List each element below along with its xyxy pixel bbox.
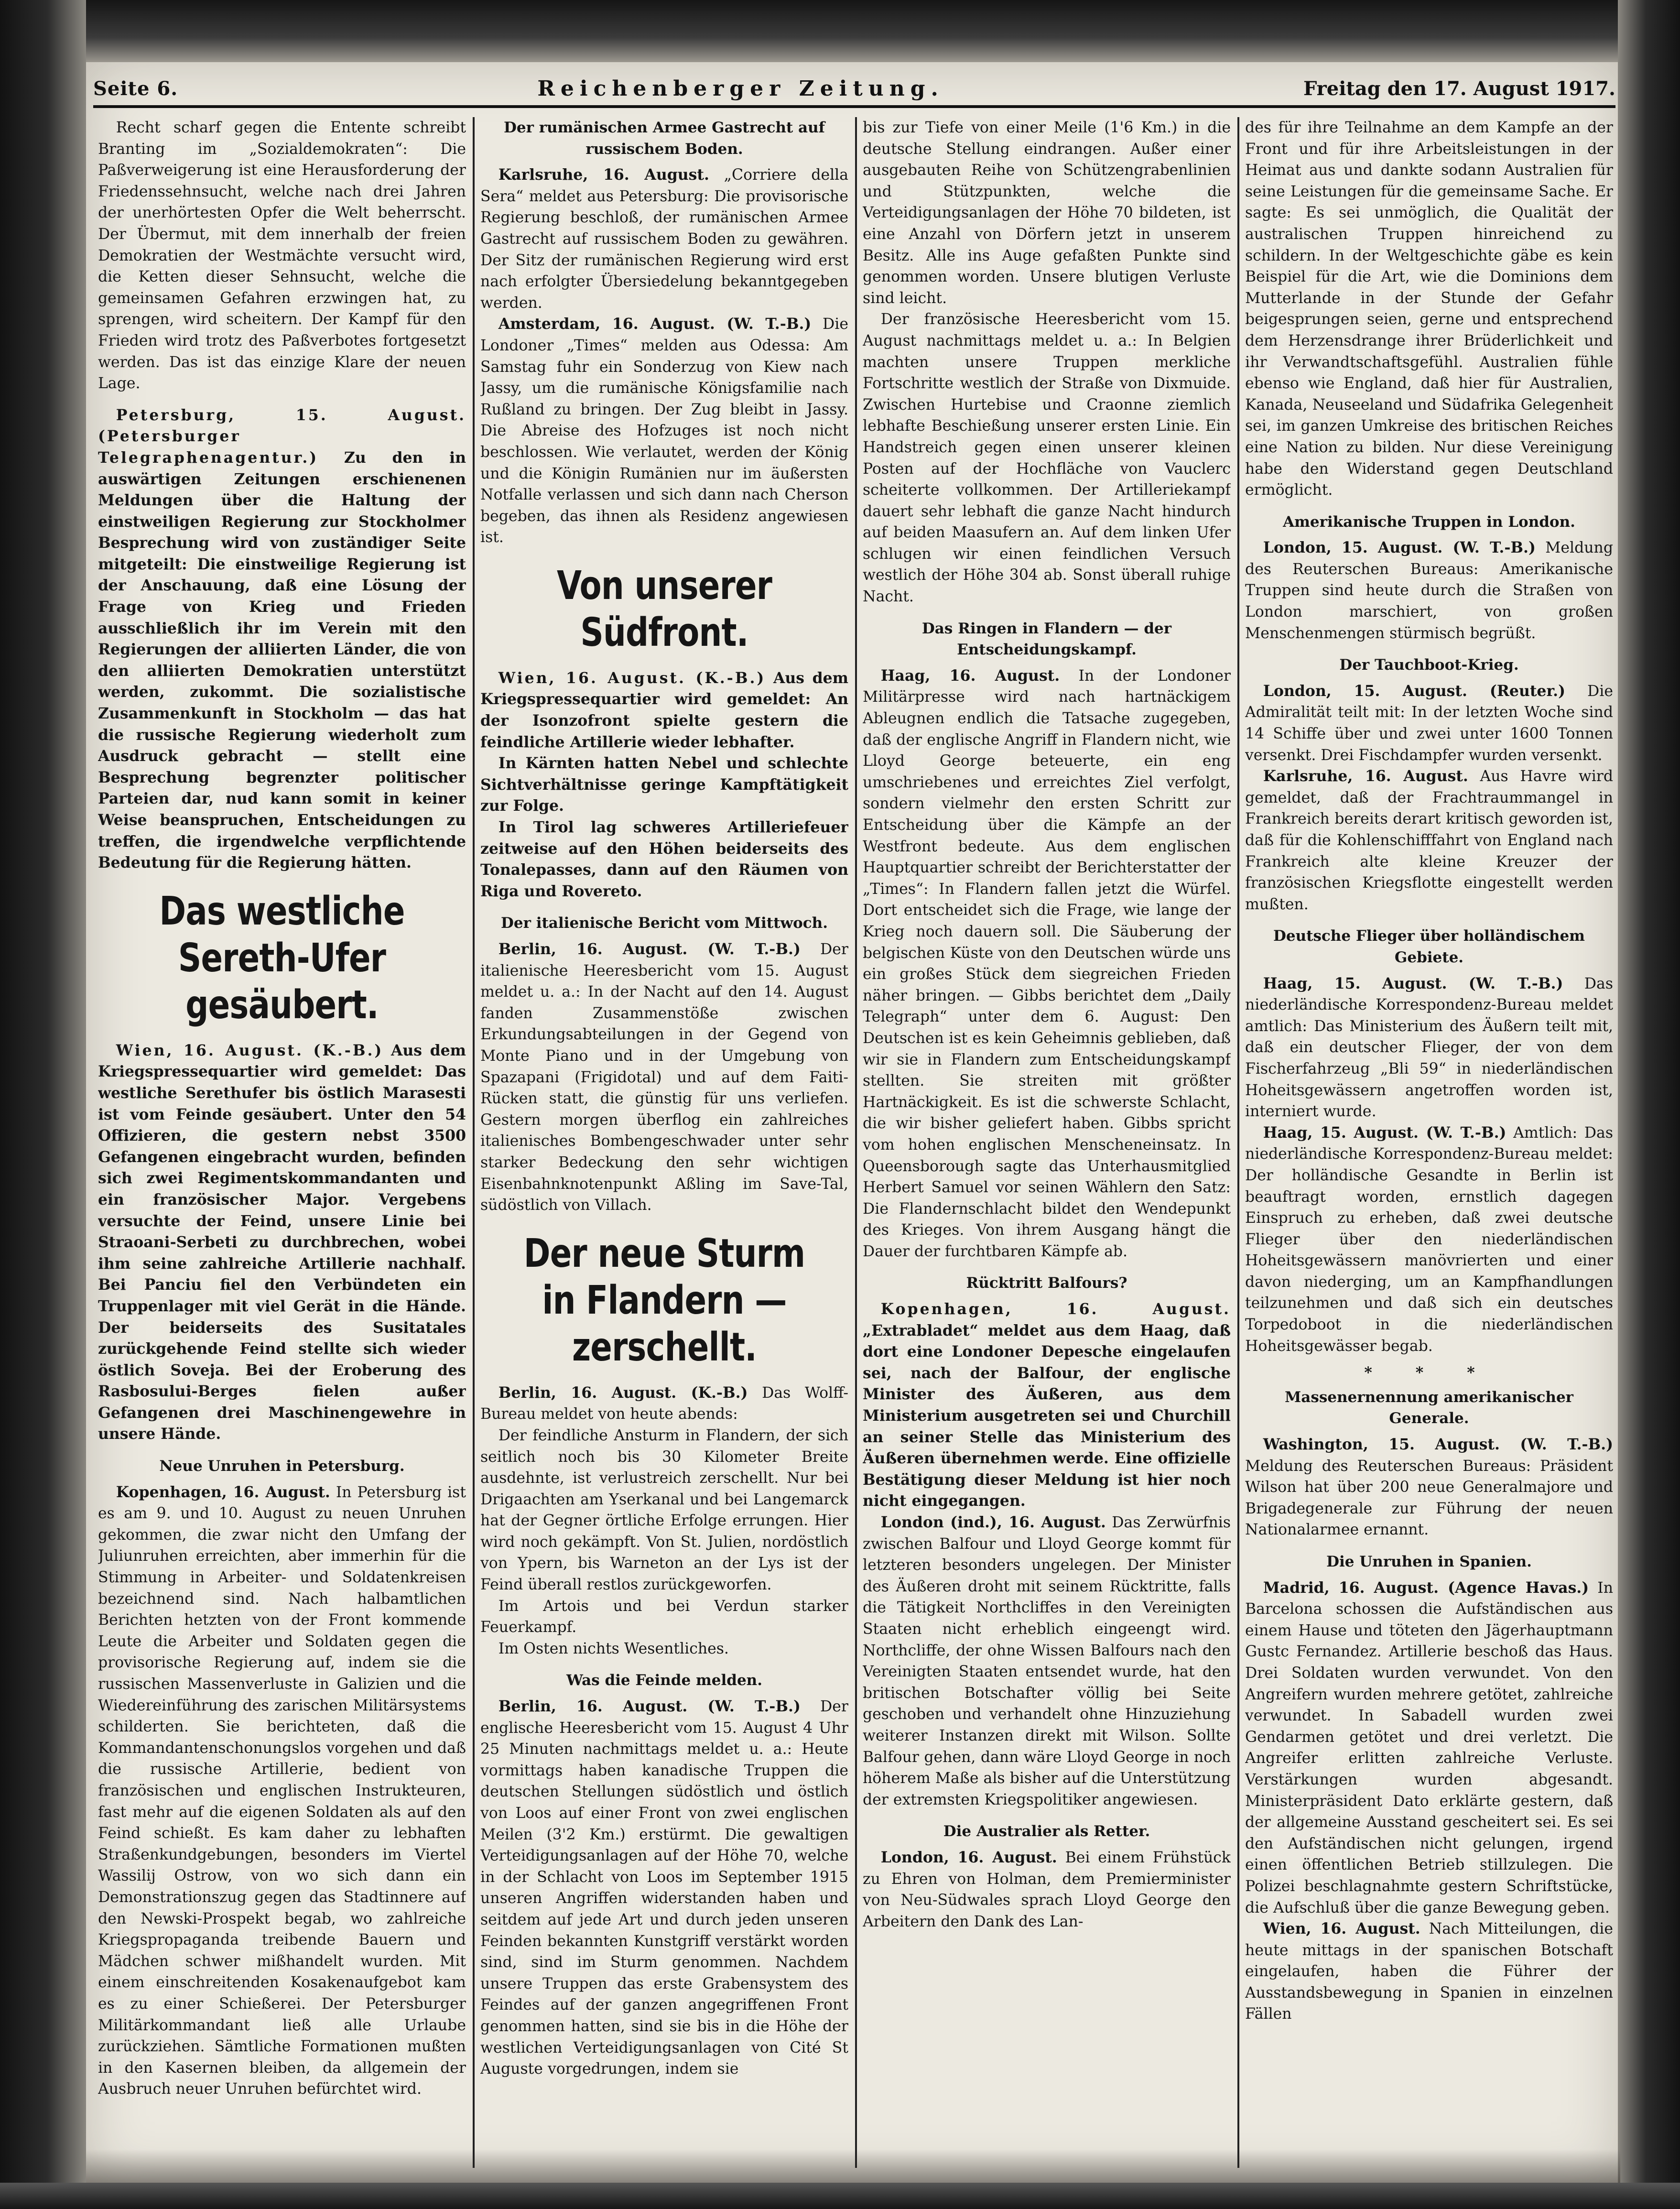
dateline: Kopenhagen, 16. August. (880, 1300, 1231, 1318)
page-number: Seite 6. (93, 77, 178, 100)
dateline: London, 15. August. (W. T.-B.) (1263, 539, 1536, 557)
dateline: Amsterdam, 16. August. (W. T.-B.) (498, 315, 812, 333)
article-body: „Extrabladet“ meldet aus dem Haag, daß dort eine Londoner Depesche eingelaufen sei, nach der Balfour, der englische Minister des Äußeren, aus dem Ministerium ausgetreten sei und Churchill an seiner Stelle das Ministerium des Äußeren übernehmen werde. Eine offizielle Bestätigung dieser Meldung ist hier noch nicht eingegangen. (863, 1321, 1231, 1510)
article-paragraph (1245, 1578, 1613, 1919)
headline: Das westliche Sereth-Ufer gesäubert. (159, 888, 405, 1028)
dateline: Haag, 15. August. (W. T.-B.) (1263, 974, 1563, 992)
masthead (93, 72, 1615, 108)
article-body: „Corriere della Sera“ meldet aus Petersburg: Die provisorische Regierung beschloß, der rumänischen Armee Gastrecht auf russischem Boden zu gewähren. Der Sitz der rumänischen Regierung wird erst nach erfolgter Übersiedelung bekanntgegeben werden. (480, 166, 848, 312)
dateline: Washington, 15. August. (W. T.-B.) (1263, 1436, 1613, 1454)
article-body: Bei einem Frühstück zu Ehren von Holman, dem Premierminister von Neu-Südwales sprach Lloyd George den Arbeitern den Dank des Lan- (863, 1849, 1231, 1930)
dateline: Haag, 15. August. (W. T.-B.) (1263, 1123, 1507, 1142)
headline: Von unserer Südfront. (556, 563, 772, 655)
article-paragraph (480, 939, 848, 1216)
article-body: Meldung des Reuterschen Bureaus: Amerikanische Truppen sind heute durch die Straßen von London marschiert, von großen Menschenmengen stürmisch begrüßt. (1245, 539, 1613, 642)
article-body: Der englische Heeresbericht vom 15. August 4 Uhr 25 Minuten nachmittags meldet u. a.: Heute vormittags haben kanadische Truppen die deutschen Stellungen südöstlich und östlich von Loos auf einer Front von zwei englischen Meilen (3'2 Km.) erstürmt. Die gewaltigen Verteidigungsanlagen auf der Höhe 70, welche in der Schlacht von Loos im September 1915 unseren Angriffen widerstanden haben und seitdem auf jede Art und durch jeden unseren Feinden bekannten Kunstgriff verstärkt worden sind, sind im Sturm genommen. Nachdem unsere Truppen das erste Grabensystem des Feindes auf der ganzen angegriffenen Front genommen hatten, sind sie bis in die Höhe der westlichen Verteidigungsanlagen von Cité St Auguste vorgedrungen, indem sie (480, 1698, 848, 2078)
subheadline: Der italienische Bericht vom Mittwoch. (500, 914, 828, 932)
dateline: Haag, 16. August. (880, 666, 1060, 685)
subheadline: Neue Unruhen in Petersburg. (159, 1458, 405, 1475)
article-paragraph (480, 668, 848, 753)
subheadline: Amerikanische Truppen in London. (1283, 513, 1575, 531)
column-2 (480, 117, 848, 2173)
dateline: Berlin, 16. August. (W. T.-B.) (498, 940, 801, 958)
scan-border-top (0, 0, 1680, 62)
dateline: London, 15. August. (Reuter.) (1263, 682, 1566, 700)
subheadline: Massenernennung amerikanischer Generale. (1284, 1388, 1574, 1427)
article-body: In Petersburg ist es am 9. und 10. August zu neuen Unruhen gekommen, die zwar nicht den Umfang der Juliunruhen erreichten, aber immerhin für die Stimmung in Arbeiter- und Soldatenkreisen bezeichnend sind. Nach halbamtlichen Berichten hetzten von der Front kommende Leute die Arbeiter und Soldaten gegen die provisorische Regierung auf, indem sie die russischen Massenverluste in Galizien und die Wiedereinführung des zarischen Militärsystems schilderten. Sie berichteten, daß die Kommandantenschonungslos vorgehen und daß die russische Artillerie, bedient von französischen und englischen Instrukteuren, fast mehr auf die eigenen Soldaten als auf den Feind schießt. Es kam daher zu lebhaften Straßenkundgebungen, besonders im Viertel Wassilij Ostrow, von wo sich dann ein Demonstrationszug gegen das Stadtinnere auf den Newski-Prospekt begab, wo zahlreiche Kriegspropaganda treibende Bauern und Mädchen schwer mißhandelt wurden. Mit einem einschreitenden Kosakenaufgebot kam es zu einer Schießerei. Der Petersburger Militärkommandant ließ alle Urlaube zurückziehen. Sämtliche Formationen mußten in den Kasernen bleiben, da allgemein der Ausbruch neuer Unruhen befürchtet wird. (98, 1483, 466, 2098)
article-paragraph: Der feindliche Ansturm in Flandern, der sich seitlich noch bis 30 Kilometer Breite ausdehnte, ist verlustreich zerschellt. Nur bei Drigaachten am Yserkanal und bei Langemarck hat der Gegner örtliche Erfolge errungen. Hier wird noch gekämpft. Von St. Julien, nordöstlich von Ypern, bis Warneton an der Lys ist der Feind überall restlos zurückgeworfen. (480, 1426, 848, 1594)
article-body: Zu den in auswärtigen Zeitungen erschienenen Meldungen über die Haltung der einstweiligen Regierung zur Stockholmer Besprechung wird von zuständiger Seite mitgeteilt: Die einstweilige Regierung ist der Anschauung, daß eine Lösung der Frage von Krieg und Frieden ausschließlich ihr im Verein mit den Regierungen der alliierten Länder, die von den alliierten Demokratien unterstützt werden, zukommt. Die sozialistische Zusammenkunft in Stockholm — das hat die russische Regierung wiederholt zum Ausdruck gebracht — stellt eine Besprechung begrenzter politischer Parteien dar, nud kann somit in keiner Weise beanspruchen, Entscheidungen zu treffen, die irgendwelche verpflichtende Bedeutung für die Regierung hätten. (98, 448, 466, 872)
newspaper-title: Reichenberger Zeitung. (537, 76, 944, 101)
article-body: Das Wolff-Bureau meldet von heute abends: (480, 1384, 848, 1423)
article-paragraph (480, 164, 848, 314)
subheadline: Das Ringen in Flandern — der Entscheidungskampf. (921, 620, 1172, 659)
article-paragraph (98, 405, 466, 874)
dateline: Petersburg, 15. August. (Petersburger Telegraphenagentur.) (98, 406, 466, 467)
article-body: Das niederländische Korrespondenz-Bureau meldet amtlich: Das Ministerium des Äußern teilt mit, daß ein deutscher Flieger, der von dem Fischerfahrzeug „Bli 59“ in niederländischen Hoheitsgewässern angetroffen worden ist, interniert wurde. (1245, 975, 1613, 1121)
subheadline: Rücktritt Balfours? (966, 1274, 1127, 1292)
article-paragraph: Der französische Heeresbericht vom 15. August nachmittags meldet u. a.: In Belgien machten unsere Truppen merkliche Fortschritte westlich der Straße von Dixmuide. Zwischen Hurtebise und Craonne ziemlich lebhafte Beschießung unserer ersten Linie. Ein Handstreich gegen einen unserer kleinen Posten auf der Hochfläche von Vauclerc scheiterte vollkommen. Der Artilleriekampf dauert sehr lebhaft die ganze Nacht hindurch auf beiden Maasufern an. Auf dem linken Ufer schlugen wir einen feindlichen Versuch westlich der Höhe 304 ab. Sonst überall ruhige Nacht. (863, 311, 1231, 606)
column-rule (473, 117, 475, 2168)
article-paragraph: Im Osten nichts Wesentliches. (498, 1640, 729, 1657)
article-paragraph (480, 1382, 848, 1425)
dateline: Berlin, 16. August. (W. T.-B.) (498, 1698, 801, 1716)
article-paragraph (1245, 1918, 1613, 2025)
article-paragraph (480, 1696, 848, 2080)
article-paragraph (863, 1299, 1231, 1512)
column-1 (98, 117, 466, 2173)
article-paragraph (863, 1847, 1231, 1932)
article-body: In Barcelona schossen die Aufständischen aus einem Hause und töteten den Jägerhauptmann Gustc Fernandez. Artillerie beschoß das Haus. Drei Soldaten wurden verwundet. Von den Angreifern wurden mehrere getötet, zahlreiche verwundet. In Sabadell wurden zwei Gendarmen getötet und drei verletzt. Die Angreifer erlitten zahlreiche Verluste. Verstärkungen wurden abgesandt. Ministerpräsident Dato erklärte gestern, daß der allgemeine Ausstand gescheitert sei. Es sei den Aufständischen nicht gelungen, irgend einen öffentlichen Betrieb stillzulegen. Die Polizei beschlagnahmte gestern Schriftstücke, die Aufschluß über die ganze Bewegung geben. (1245, 1579, 1613, 1916)
article-paragraph: Recht scharf gegen die Entente schreibt Branting im „Sozialdemokraten“: Die Paßverweigerung ist eine Herausforderung der Friedenssehnsucht, welche nach drei Jahren der unerhörtesten Opfer die Welt beherrscht. Der Übermut, mit dem innerhalb der freien Demokratien der Westmächte versucht wird, die Ketten dieser Sehnsucht, welche die gemeinsamen Gefahren erzwingen hat, zu sprengen, wird scheitern. Der Kampf für den Frieden wird trotz des Paßverbotes fortgesetzt werden. Das ist das einzige Klare der neuen Lage. (98, 119, 466, 392)
dateline: London, 16. August. (880, 1848, 1057, 1866)
scan-border-bottom (0, 2183, 1680, 2209)
column-4 (1245, 117, 1613, 2173)
article-body: Aus Havre wird gemeldet, daß der Frachtraummangel in Frankreich bereits derart kritisch geworden ist, daß für die Kohlenschifffahrt von England nach Frankreich alte kleine Kreuzer der französischen Kriegsflotte eingestellt werden mußten. (1245, 768, 1613, 913)
subheadline: Der Tauchboot-Krieg. (1339, 656, 1519, 674)
subheadline: Deutsche Flieger über holländischem Gebiete. (1273, 927, 1585, 966)
subheadline: Der rumänischen Armee Gastrecht auf russischem Boden. (503, 119, 825, 158)
article-body: Die Londoner „Times“ melden aus Odessa: Am Samstag fuhr ein Sonderzug von Kiew nach Jassy, um die rumänische Königsfamilie nach Rußland zu bringen. Der Zug bleibt in Jassy. Die Abreise des Hofzuges ist noch nicht beschlossen. Wie verlautet, werden der König und die Königin Rumänien nur im äußersten Notfalle verlassen und sich dann nach Cherson begeben, das ihnen als Residenz angewiesen ist. (480, 316, 848, 546)
dateline: Wien, 16. August. (K.-B.) (116, 1041, 384, 1059)
article-paragraph: des für ihre Teilnahme an dem Kampfe an der Front und für ihre Arbeitsleistungen in der Heimat aus und dankte sodann Australien für seine Leistungen für die gemeinsame Sache. Er sagte: Es sei unmöglich, die Qualität der australischen Truppen hinreichend zu schildern. In der Weltgeschichte gäbe es kein Beispiel für die Art, wie die Dominions dem Mutterlande in der Stunde der Gefahr beigesprungen seien, gerne und entsprechend dem Herzensdrange ihrer Brüderlichkeit und ihr Verwandtschaftsgefühl. Australien fühle ebenso wie England, daß hier für Australien, Kanada, Neuseeland und Südafrika Gelegenheit sei, im ganzen Umkreise des britischen Reiches eine Nation zu bilden. Nur diese Vereinigung habe den Widerstand gegen Deutschland ermöglicht. (1245, 119, 1613, 499)
article-paragraph (98, 1482, 466, 2100)
article-paragraph (1245, 1122, 1613, 1357)
dateline: Wien, 16. August. (1263, 1920, 1420, 1938)
column-rule (855, 117, 857, 2168)
subheadline: Was die Feinde melden. (566, 1672, 762, 1689)
section-separator: * * * (1364, 1364, 1494, 1382)
dateline: Wien, 16. August. (K.-B.) (498, 669, 766, 687)
article-paragraph (863, 1512, 1231, 1810)
scan-border-left (0, 0, 86, 2209)
column-3 (863, 117, 1231, 2173)
article-body: Amtlich: Das niederländische Korrespondenz-Bureau meldet: Der holländische Gesandte in Berlin ist beauftragt worden, ernstlich dagegen Einspruch zu erheben, daß zwei deutsche Flieger über den niederländischen Hoheitsgewässern manövrierten und einer davon niederging, um an Kampfhandlungen teilzunehmen und daß sich ein deutsches Torpedoboot in die niederländischen Hoheitsgewässer begab. (1245, 1124, 1613, 1355)
subheadline: Die Unruhen in Spanien. (1326, 1553, 1532, 1570)
article-body: Der italienische Heeresbericht vom 15. August meldet u. a.: In der Nacht auf den 14. August fanden Zusammenstöße zwischen Erkundungsabteilungen in der Gegend von Monte Piano und in der Umgebung von Spazapani (Frigidotal) und auf dem Faiti-Rücken statt, die günstig für uns verliefen. Gestern morgen überflog ein zahlreiches italienisches Bombengeschwader unter sehr starker Bedeckung den sehr wichtigen Eisenbahnknotenpunkt Aßling im Save-Tal, südöstlich von Villach. (480, 941, 848, 1214)
article-paragraph (480, 314, 848, 548)
article-body: Aus dem Kriegspressequartier wird gemeldet: Das westliche Serethufer bis östlich Marasesti ist vom Feinde gesäubert. Unter den 54 Offizieren, die gestern nebst 3500 Gefangenen eingebracht wurden, befinden sich zwei Regimentskommandanten und ein französischer Major. Vergebens versuchte der Feind, unsere Linie bei Straoani-Serbeti zu durchbrechen, wobei ihm seine zahlreiche Artillerie nachhalf. Bei Panciu fiel den Verbündeten ein Truppenlager mit viel Gerät in die Hände. Der beiderseits des Susitatales zurückgehende Feind stellte sich wieder östlich Soveja. Bei der Eroberung des Rasbosului-Berges fielen außer Gefangenen drei Maschinengewehre in unsere Hände. (98, 1041, 466, 1443)
article-body: Aus dem Kriegspressequartier wird gemeldet: An der Isonzofront spielte gestern die feindliche Artillerie wieder lebhafter. (480, 669, 848, 751)
article-paragraph (863, 665, 1231, 1262)
dateline: Karlsruhe, 16. August. (498, 166, 709, 184)
article-paragraph: In Tirol lag schweres Artilleriefeuer zeitweise auf den Höhen beiderseits des Tonalepasses, dann auf den Räumen von Riga und Rovereto. (480, 818, 848, 900)
article-paragraph (1245, 1434, 1613, 1541)
dateline: Karlsruhe, 16. August. (1263, 767, 1468, 785)
article-paragraph: bis zur Tiefe von einer Meile (1'6 Km.) in die deutsche Stellung eindrangen. Außer einer ausgebauten Reihe von Schützengrabenlinien und Stützpunkten, welche die Verteidigungsanlagen der Höhe 70 bildeten, ist eine Anzahl von Dörfern jetzt in unserem Besitz. Alle ins Auge gefaßten Punkte sind genommen worden. Unsere blutigen Verluste sind leicht. (863, 119, 1231, 307)
article-body: Nach Mitteilungen, die heute mittags in der spanischen Botschaft eingelaufen, haben die Führer der Ausstandsbewegung in Spanien in einzelnen Fällen (1245, 1920, 1613, 2023)
article-body: Die Admiralität teilt mit: In der letzten Woche sind 14 Schiffe über und zwei unter 1600 Tonnen versenkt. Drei Fischdampfer wurden versenkt. (1245, 682, 1613, 764)
article-body: Das Zerwürfnis zwischen Balfour und Lloyd George kommt für letzteren besonders ungelegen. Der Minister des Äußeren droht mit seinem Rücktritte, falls die Tätigkeit Northcliffes in den Vereinigten Staaten nicht erheblich eingeengt wird. Northcliffe, der ohne Wissen Balfours nach den Vereinigten Staaten entsendet wurde, hat den britischen Botschafter völlig bei Seite geschoben und verhandelt ohne Hinzuziehung weiterer Instanzen direkt mit Wilson. Sollte Balfour gehen, dann wäre Lloyd George in noch höherem Maße als bisher auf die Unterstützung der extremsten Kriegspolitiker angewiesen. (863, 1514, 1231, 1808)
subheadline: Die Australier als Retter. (943, 1823, 1150, 1840)
article-paragraph (1245, 681, 1613, 766)
article-body: Meldung des Reuterschen Bureaus: Präsident Wilson hat über 200 neue Generalmajore und Brigadegenerale zur Führung der neuen Nationalarmee ernannt. (1245, 1457, 1613, 1539)
article-paragraph (98, 1040, 466, 1445)
column-rule (1237, 117, 1239, 2168)
article-paragraph (1245, 973, 1613, 1122)
article-paragraph: In Kärnten hatten Nebel und schlechte Sichtverhältnisse geringe Kampftätigkeit zur Folge. (480, 754, 848, 815)
scan-shadow (86, 2149, 1620, 2183)
dateline: London (ind.), 16. August. (880, 1513, 1106, 1531)
article-paragraph: Im Artois und bei Verdun starker Feuerkampf. (480, 1597, 848, 1636)
dateline: Kopenhagen, 16. August. (116, 1483, 330, 1501)
article-paragraph (1245, 537, 1613, 644)
headline: Der neue Sturm in Flandern — zerschellt. (523, 1230, 805, 1370)
article-body: In der Londoner Militärpresse wird nach hartnäckigem Ableugnen endlich die Tatsache zugegeben, daß der englische Angriff in Flandern nicht, wie Lloyd George beteuerte, ein eng umschriebenes und erreichtes Ziel verfolgt, sondern vielmehr den ersten Schritt zur Entscheidung über die Kämpfe an der Westfront bedeute. Aus dem englischen Hauptquartier schreibt der Berichterstatter der „Times“: In Flandern fallen jetzt die Würfel. Dort entscheidet sich die Frage, wie lange der Krieg noch dauern soll. Die Säuberung der belgischen Küste von den Deutschen würde uns ein großes Stück dem siegreichen Frieden näher bringen. — Gibbs berichtet dem „Daily Telegraph“ unter dem 6. August: Den Deutschen ist es kein Geheimnis geblieben, daß wir sie in Flandern zum Entscheidungskampf stellten. Sie streiten mit größter Hartnäckigkeit. Es ist die schwerste Schlacht, die wir bisher geliefert haben. Gibbs spricht vom hohen englischen Menscheneinsatz. In Queensborough sagte das Unterhausmitglied Herbert Samuel vor seinen Wählern den Satz: Die Flandernschlacht bildet den Wendepunkt des Krieges. Von ihrem Ausgang hängt die Dauer der furchtbaren Kämpfe ab. (863, 667, 1231, 1260)
issue-date: Freitag den 17. August 1917. (1303, 77, 1615, 100)
dateline: Madrid, 16. August. (Agence Havas.) (1263, 1578, 1589, 1597)
scan-border-right (1618, 0, 1680, 2209)
article-paragraph (1245, 766, 1613, 915)
dateline: Berlin, 16. August. (K.-B.) (498, 1383, 748, 1402)
